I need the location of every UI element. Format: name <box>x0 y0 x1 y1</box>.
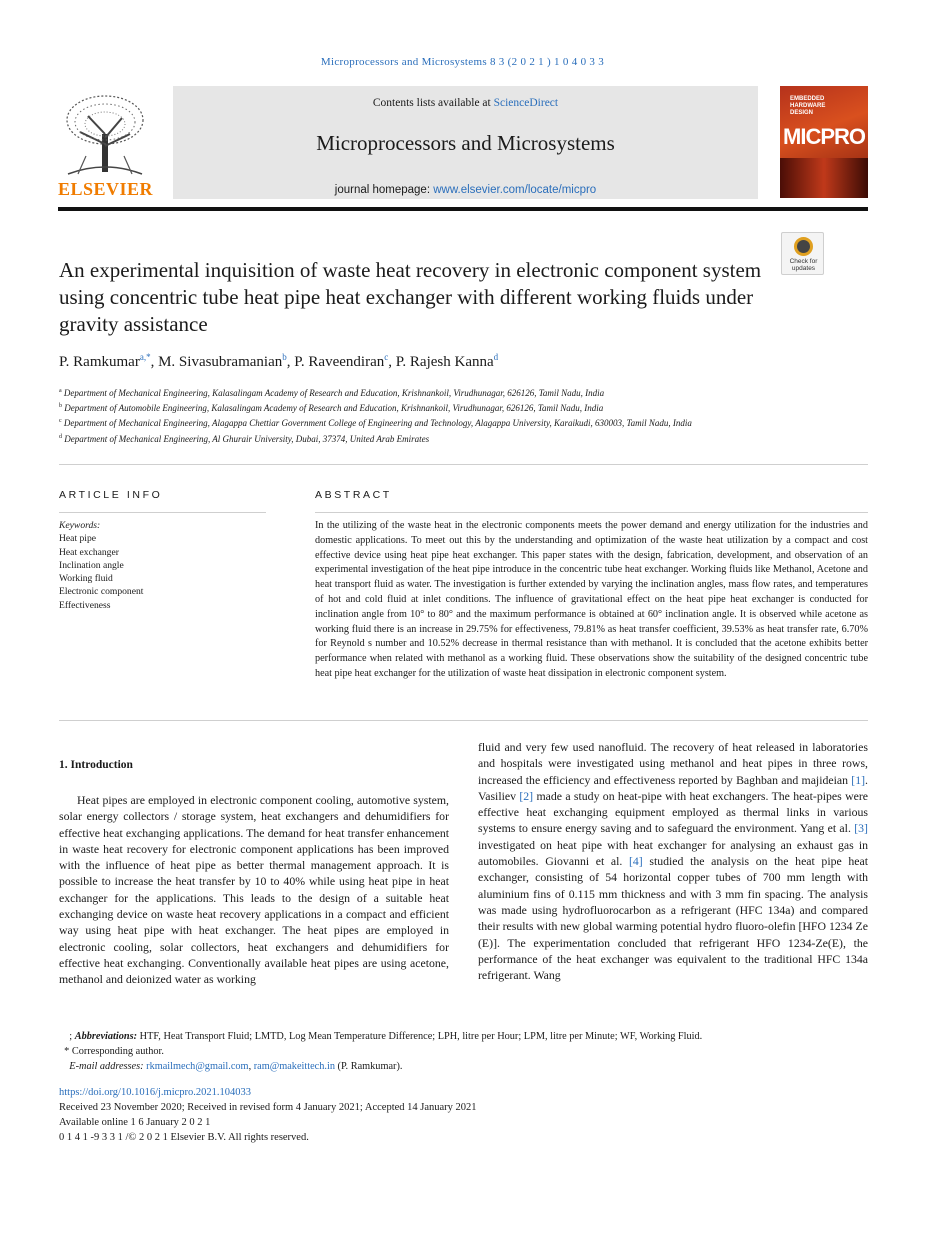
keywords-block <box>59 519 269 612</box>
author-name[interactable]: P. Raveendiran <box>294 354 385 370</box>
doi-link[interactable]: https://doi.org/10.1016/j.micpro.2021.104033 <box>59 1087 252 1098</box>
author-affiliation-ref[interactable]: b <box>282 352 287 362</box>
journal-homepage <box>173 184 758 196</box>
contents-line <box>173 97 758 109</box>
check-updates-icon <box>794 237 813 256</box>
section-heading-introduction: 1. Introduction <box>59 759 133 771</box>
author-affiliation-ref[interactable]: d <box>493 352 499 362</box>
check-updates-label: Check for updates <box>789 258 818 272</box>
received-dates: Received 23 November 2020; Received in revised form 4 January 2021; Accepted 14 January 2021 <box>59 1102 477 1113</box>
paper-title: An experimental inquisition of waste heat recovery in electronic component system using concentric tube heat pipe heat exchanger with different working fluids under gravity assistance <box>59 258 762 336</box>
article-info-heading: ARTICLE INFO <box>59 489 163 501</box>
cover-tagline: EMBEDDED HARDWARE DESIGN <box>790 96 826 116</box>
journal-title: Microprocessors and Microsystems <box>316 131 615 155</box>
keyword[interactable]: Heat pipe <box>59 533 97 545</box>
author-affiliation-ref[interactable]: c <box>384 352 389 362</box>
abstract-divider <box>315 512 868 513</box>
email-footnote: E-mail addresses: rkmailmech@gmail.com, ram@makeittech.in (P. Ramkumar). <box>69 1061 403 1072</box>
author-name[interactable]: P. Rajesh Kanna <box>395 354 494 370</box>
keywords-label: Keywords: <box>59 520 101 531</box>
keyword[interactable]: Heat exchanger <box>59 546 119 558</box>
footnotes <box>59 1029 869 1074</box>
homepage-link[interactable]: www.elsevier.com/locate/micpro <box>433 184 597 196</box>
keyword[interactable]: Inclination angle <box>59 559 124 571</box>
journal-cover-image[interactable] <box>780 86 868 198</box>
copyright-line: 0 1 4 1 -9 3 3 1 /© 2 0 2 1 Elsevier B.V. All rights reserved. <box>59 1132 309 1143</box>
affiliation-divider <box>59 464 868 465</box>
affiliation-item: $^b$ Department of Automobile Engineering, Kalasalingam Academy of Research and Education, Krishnankoil, Virudhunagar, 626126, Tamil Nadu, India <box>59 403 604 414</box>
elsevier-wordmark: ELSEVIER <box>58 179 154 199</box>
journal-citation[interactable]: Microprocessors and Microsystems 8 3 (2 0 2 1 ) 1 0 4 0 3 3 <box>320 56 605 68</box>
available-online: Available online 1 6 January 2 0 2 1 <box>59 1117 211 1128</box>
cover-stripe <box>780 158 868 198</box>
affiliation-item: $^c$ Department of Mechanical Engineering, Alagappa Chettiar Government College of Engineering and Technology, Alagappa University, Karaikudi, 630003, Tamil Nadu, India <box>59 418 692 429</box>
author-name[interactable]: M. Sivasubramanian <box>158 354 283 370</box>
article-metadata <box>59 1085 869 1145</box>
abstract-bottom-divider <box>59 720 868 721</box>
abbreviations-footnote: ; Abbreviations: HTF, Heat Transport Fluid; LMTD, Log Mean Temperature Difference; LPH, litre per Hour; LPM, litre per Minute; WF, Working Fluid. <box>59 1031 703 1042</box>
email-link[interactable]: ram@makeittech.in <box>253 1061 335 1072</box>
affiliations <box>59 385 759 446</box>
citation-ref[interactable]: [1] <box>851 772 866 787</box>
keyword[interactable]: Electronic component <box>59 586 144 598</box>
sciencedirect-link[interactable]: ScienceDirect <box>493 97 559 109</box>
article-info-divider <box>59 512 266 513</box>
keyword[interactable]: Effectiveness <box>59 599 111 611</box>
citation-ref[interactable]: [4] <box>628 854 643 869</box>
abstract-text: In the utilizing of the waste heat in the electronic components meets the power demand and energy utilization for the industries and domestic applications. To meet out this by the understanding and optimization of the waste heat utilization by a compact and cost effective device using heat pipe heat exchanger. This paper states with the design, fabrication, development, and observation of an experimental investigation of the heat pipe introduce in the concentric tube heat exchanger. Working fluids like Methanol, Acetone and heat transport fluid as water. The investigation is further extended by varying the inclination angles, mass flow rates, and temperatures of hot and cold fluid at inlet conditions. The influence of gravitational effect on the heat pipe heat exchanger is conducted for inclination angle from 10° to 80° and the maximum performance is obtained at 60° inclination angle. It is observed while acetone as working fluid there is an increase in 29.75% for effectiveness, 79.81% as heat transfer coefficient, 39.53% as heat transfer rate, 6.70% for Reynold s number and 10.52% decrease in thermal resistance than with methanol. It is concluded that the acetone exhibits better performance when related with methanol as a working fluid. These observations show the suitability of the designed concentric tube heat pipe heat exchanger for the utilization of waste heat dissipation in electronic component system. <box>315 520 868 679</box>
affiliation-item: $^d$ Department of Mechanical Engineering, Al Ghurair University, Dubai, 37374, United Arab Emirates <box>59 433 430 444</box>
cover-brand: MICPRO <box>783 124 865 149</box>
affiliation-item: $^a$ Department of Mechanical Engineering, Kalasalingam Academy of Research and Education, Krishnankoil, Virudhunagar, 626126, Tamil Nadu, India <box>59 388 605 398</box>
citation-ref[interactable]: [3] <box>854 821 868 836</box>
author-list: P. Ramkumar$^{a,*}$, M. Sivasubramanian$^b$, P. Raveendiran$^c$, P. Rajesh Kanna$^d$ <box>59 352 499 370</box>
body-column-left: Heat pipes are employed in electronic component cooling, automotive system, solar energy collectors / storage system, heat exchangers and dehumidifiers for effective heat exchanging applications. The demand for heat transfer enhancement in waste heat recovery for electronic component applications has been improved with the influence of heat pipe as better thermal management approach. It is possible to increase the heat transfer by 10 to 40% while using heat pipe in heat exchanger for the applications. This leads to the design of a suitable heat exchanging device on waste heat recovery applications in a compact and efficient way using heat pipe with heat exchanger. The heat pipes are employed in electronic cooling, solar collectors, heat exchangers and dehumidifiers for effective heat exchanging. Conventionally available heat pipes are using acetone, methanol and deionized water as working <box>59 793 449 987</box>
body-column-right: fluid and very few used nanofluid. The recovery of heat released in laboratories and hospitals were investigated using methanol and heat pipes in three rows, increased the efficiency and effectiveness reported by Baghban and majideian [1]. Vasiliev [2] made a study on heat-pipe with heat exchangers. The heat-pipes were effective heat exchanging equipment employed as thermal links in various systems to ensure energy saving and to safeguard the environment. Yang et al. [3] investigated on heat pipe with heat exchanger for analysing an exhaust gas in automobiles. Giovanni et al. [4] studied the analysis on the heat pipe heat exchanger, consisting of 54 horizontal copper tubes of 700 mm length with aluminium fins of 0.115 mm thickness and with 3 mm fin spacing. The analysis was made using hydrofluorocarbon as a refrigerant (HFC 134a) and compared their results with new global warming potential hydro fluoro-olefin [HFO 1234 Ze (E)]. The experimentation concluded that refrigerant HFO 1234-Ze(E), the performance of the heat exchanger was equivalent to the traditional HFC 134a refrigerant. Wang <box>478 740 869 983</box>
abstract-heading: ABSTRACT <box>315 489 392 501</box>
check-for-updates-button[interactable] <box>781 232 824 275</box>
header-rule <box>58 207 868 211</box>
homepage-prefix: journal homepage: <box>334 184 434 196</box>
keyword[interactable]: Working fluid <box>59 573 113 585</box>
author-affiliation-ref[interactable]: a,* <box>139 352 151 362</box>
author-name[interactable]: P. Ramkumar <box>59 354 140 370</box>
contents-prefix: Contents lists available at <box>372 97 494 109</box>
citation-ref[interactable]: [2] <box>519 788 534 803</box>
email-link[interactable]: rkmailmech@gmail.com <box>146 1061 249 1072</box>
corresponding-footnote: * Corresponding author. <box>59 1046 164 1057</box>
